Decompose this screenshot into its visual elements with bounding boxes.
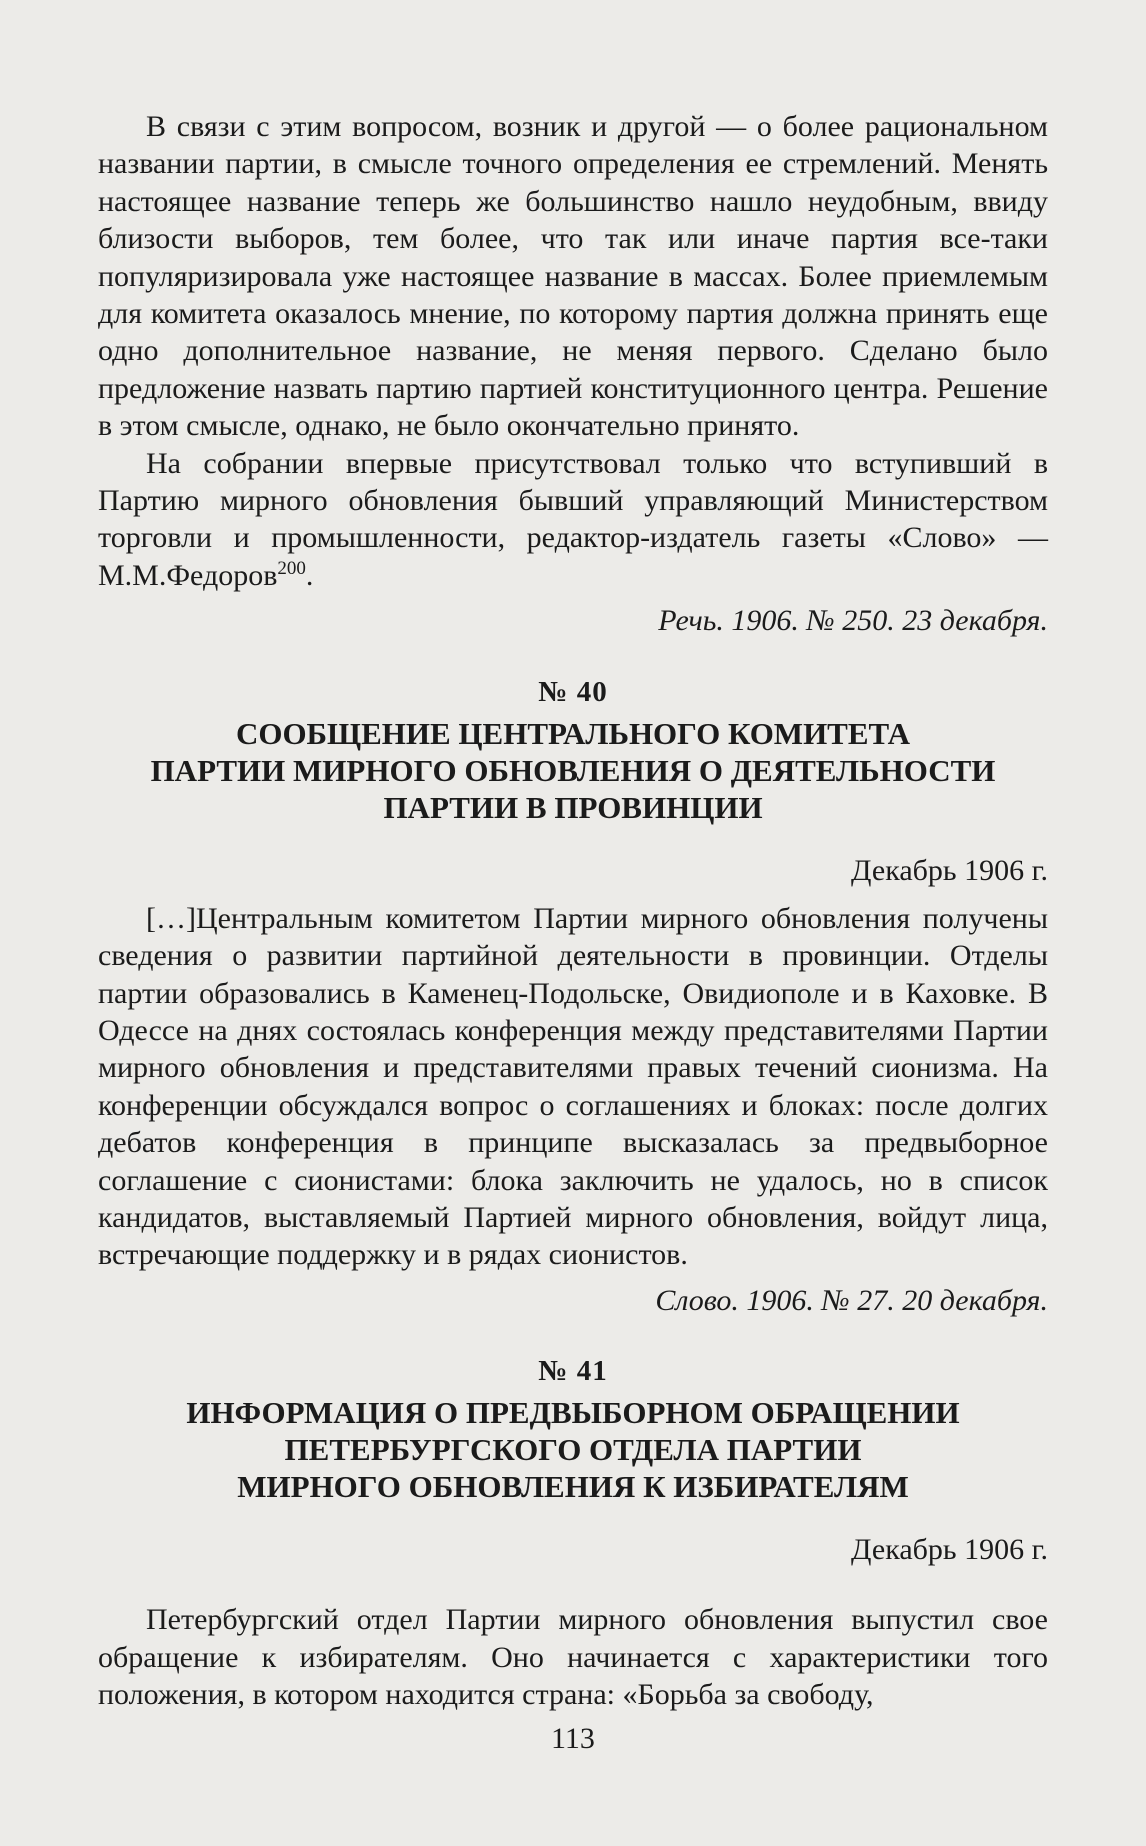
document-number-41: № 41 [538, 1355, 608, 1388]
paragraph-fedorov-text: На собрании впервые присутствовал только что вступивший в Партию мирного обновления бывший управляющий Министерством торговли и промышленности, редактор-издатель газеты «Слово» — М.М.Федоров [98, 446, 1048, 592]
source-citation-rech: Речь. 1906. № 250. 23 декабря. [658, 604, 1048, 638]
text-column [98, 108, 1048, 1713]
title-line: МИРНОГО ОБНОВЛЕНИЯ К ИЗБИРАТЕЛЯМ [237, 1469, 909, 1505]
document-date-40: Декабрь 1906 г. [851, 853, 1048, 887]
paragraph-party-name: В связи с этим вопросом, возник и другой — о более рациональном названии партии, в смысле точного определения ее стремлений. Менять настоящее название теперь же большинство нашло неудобным, ввиду близости выборов, тем более, что так или иначе партия все-таки популяризировала уже настоящее название в массах. Более приемлемым для комитета оказалось мнение, по которому партия должна принять еще одно дополнительное название, не меняя первого. Сделано было предложение назвать партию партией конституционного центра. Решение в этом смысле, однако, не было окончательно принято. [98, 110, 1048, 443]
document-title-40 [98, 715, 1048, 826]
document-date-41: Декабрь 1906 г. [851, 1533, 1048, 1567]
title-line: ПАРТИИ МИРНОГО ОБНОВЛЕНИЯ О ДЕЯТЕЛЬНОСТИ [150, 752, 996, 788]
footnote-ref: 200 [277, 557, 306, 579]
paragraph-fedorov-end: . [305, 558, 314, 592]
document-title-41 [98, 1394, 1048, 1505]
title-line: СООБЩЕНИЕ ЦЕНТРАЛЬНОГО КОМИТЕТА [235, 715, 911, 751]
document-number-40: № 40 [538, 675, 608, 708]
source-citation-slovo: Слово. 1906. № 27. 20 декабря. [655, 1283, 1048, 1317]
title-line: ПЕТЕРБУРГСКОГО ОТДЕЛА ПАРТИИ [284, 1432, 862, 1468]
title-line: ИНФОРМАЦИЯ О ПРЕДВЫБОРНОМ ОБРАЩЕНИИ [186, 1395, 960, 1431]
document-text-41: Петербургский отдел Партии мирного обновления выпустил свое обращение к избирателям. Оно начинается с характеристики того положения, в котором находится страна: «Борьба за свободу, [98, 1603, 1048, 1711]
paragraph-fedorov [98, 445, 1048, 595]
document-text-40: […]Центральным комитетом Партии мирного обновления получены сведения о развитии партийной деятельности в провинции. Отделы партии образовались в Каменец-Подольске, Овидиополе и в Каховке. В Одессе на днях состоялась конференция между представителями Партии мирного обновления и представителями правых течений сионизма. На конференции обсуждался вопрос о соглашениях и блоках: после долгих дебатов конференция в принципе высказалась за предвыборное соглашение с сионистами: блока заключить не удалось, но в список кандидатов, выставляемый Партией мирного обновления, войдут лица, встречающие поддержку и в рядах сионистов. [98, 901, 1048, 1272]
page-number: 113 [551, 1722, 595, 1755]
title-line: ПАРТИИ В ПРОВИНЦИИ [383, 789, 763, 825]
